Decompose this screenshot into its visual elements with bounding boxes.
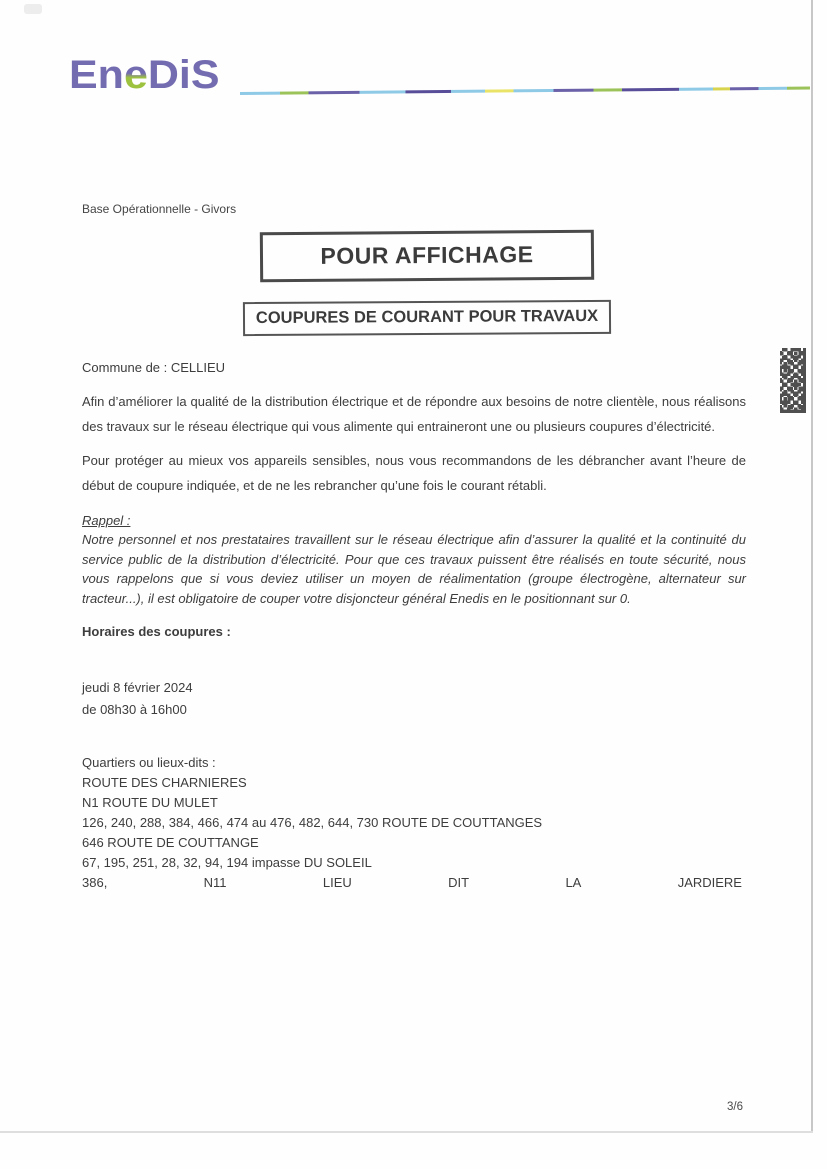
scan-edge-bottom [0, 1131, 813, 1133]
location-line: 126, 240, 288, 384, 466, 474 au 476, 482, 644, 730 ROUTE DE COUTTANGES [82, 814, 543, 830]
pour-affichage-box [260, 229, 594, 282]
horaires-label: Horaires des coupures : [82, 624, 231, 639]
enedis-logo [69, 52, 220, 98]
scan-artifact-smudge [24, 4, 42, 14]
coupures-title-box [243, 299, 611, 335]
rappel-paragraph: Notre personnel et nos prestataires travaillent sur le réseau électrique afin d’assurer la qualité et la continuité du service public de la distribution d’électricité. Pour que ces travaux puissent être réalisés en toute sécurité, nous vous rappelons que si vous deviez utiliser un moyen de réalimentation (groupe électrogène, alternateur sur tracteur...), il est obligatoire de couper votre disjoncteur général Enedis en le positionnant sur 0. [82, 532, 746, 606]
outage-date: jeudi 8 février 2024 [82, 679, 193, 695]
location-line: 646 ROUTE DE COUTTANGE [82, 834, 259, 850]
location-word: LA [565, 874, 582, 890]
operational-base-label: Base Opérationnelle - Givors [82, 202, 237, 216]
location-word: DIT [448, 874, 470, 890]
intro-paragraph: Afin d’améliorer la qualité de la distribution électrique et de répondre aux besoins de notre clientèle, nous réalisons des travaux sur le réseau électrique qui vous alimente qui entraineront une ou plusieurs coupures d’électricité. [82, 394, 746, 434]
enedis-logo-part3: DiS [147, 52, 220, 98]
location-word: N11 [203, 874, 227, 890]
location-line: 67, 195, 251, 28, 32, 94, 194 impasse DU SOLEIL [82, 854, 372, 870]
document-content [82, 200, 746, 892]
location-word: 386, [82, 874, 108, 890]
rappel-label: Rappel : [82, 513, 131, 528]
brand-color-line [240, 87, 810, 95]
outage-time: de 08h30 à 16h00 [82, 702, 187, 717]
location-line: N1 ROUTE DU MULET [82, 794, 218, 810]
location-word: LIEU [322, 874, 352, 890]
display-title: POUR AFFICHAGE [320, 240, 534, 269]
quartiers-label: Quartiers ou lieux-dits : [82, 754, 216, 770]
enedis-logo-green-e: e [123, 52, 148, 98]
datamatrix-barcode-icon [780, 348, 806, 413]
commune-label: Commune de : CELLIEU [82, 359, 226, 375]
location-line: ROUTE DES CHARNIERES [82, 774, 247, 790]
page-number: 3/6 [727, 1101, 743, 1113]
notice-subtitle: COUPURES DE COURANT POUR TRAVAUX [255, 306, 599, 327]
location-line-justified [82, 873, 742, 893]
scan-edge-right [811, 0, 813, 1133]
advice-paragraph: Pour protéger au mieux vos appareils sensibles, nous vous recommandons de les débrancher avant l’heure de début de coupure indiquée, et de ne les rebrancher qu’une fois le courant rétabli. [82, 453, 746, 493]
enedis-logo-part1: En [69, 52, 124, 98]
location-word: JARDIERE [677, 874, 742, 890]
